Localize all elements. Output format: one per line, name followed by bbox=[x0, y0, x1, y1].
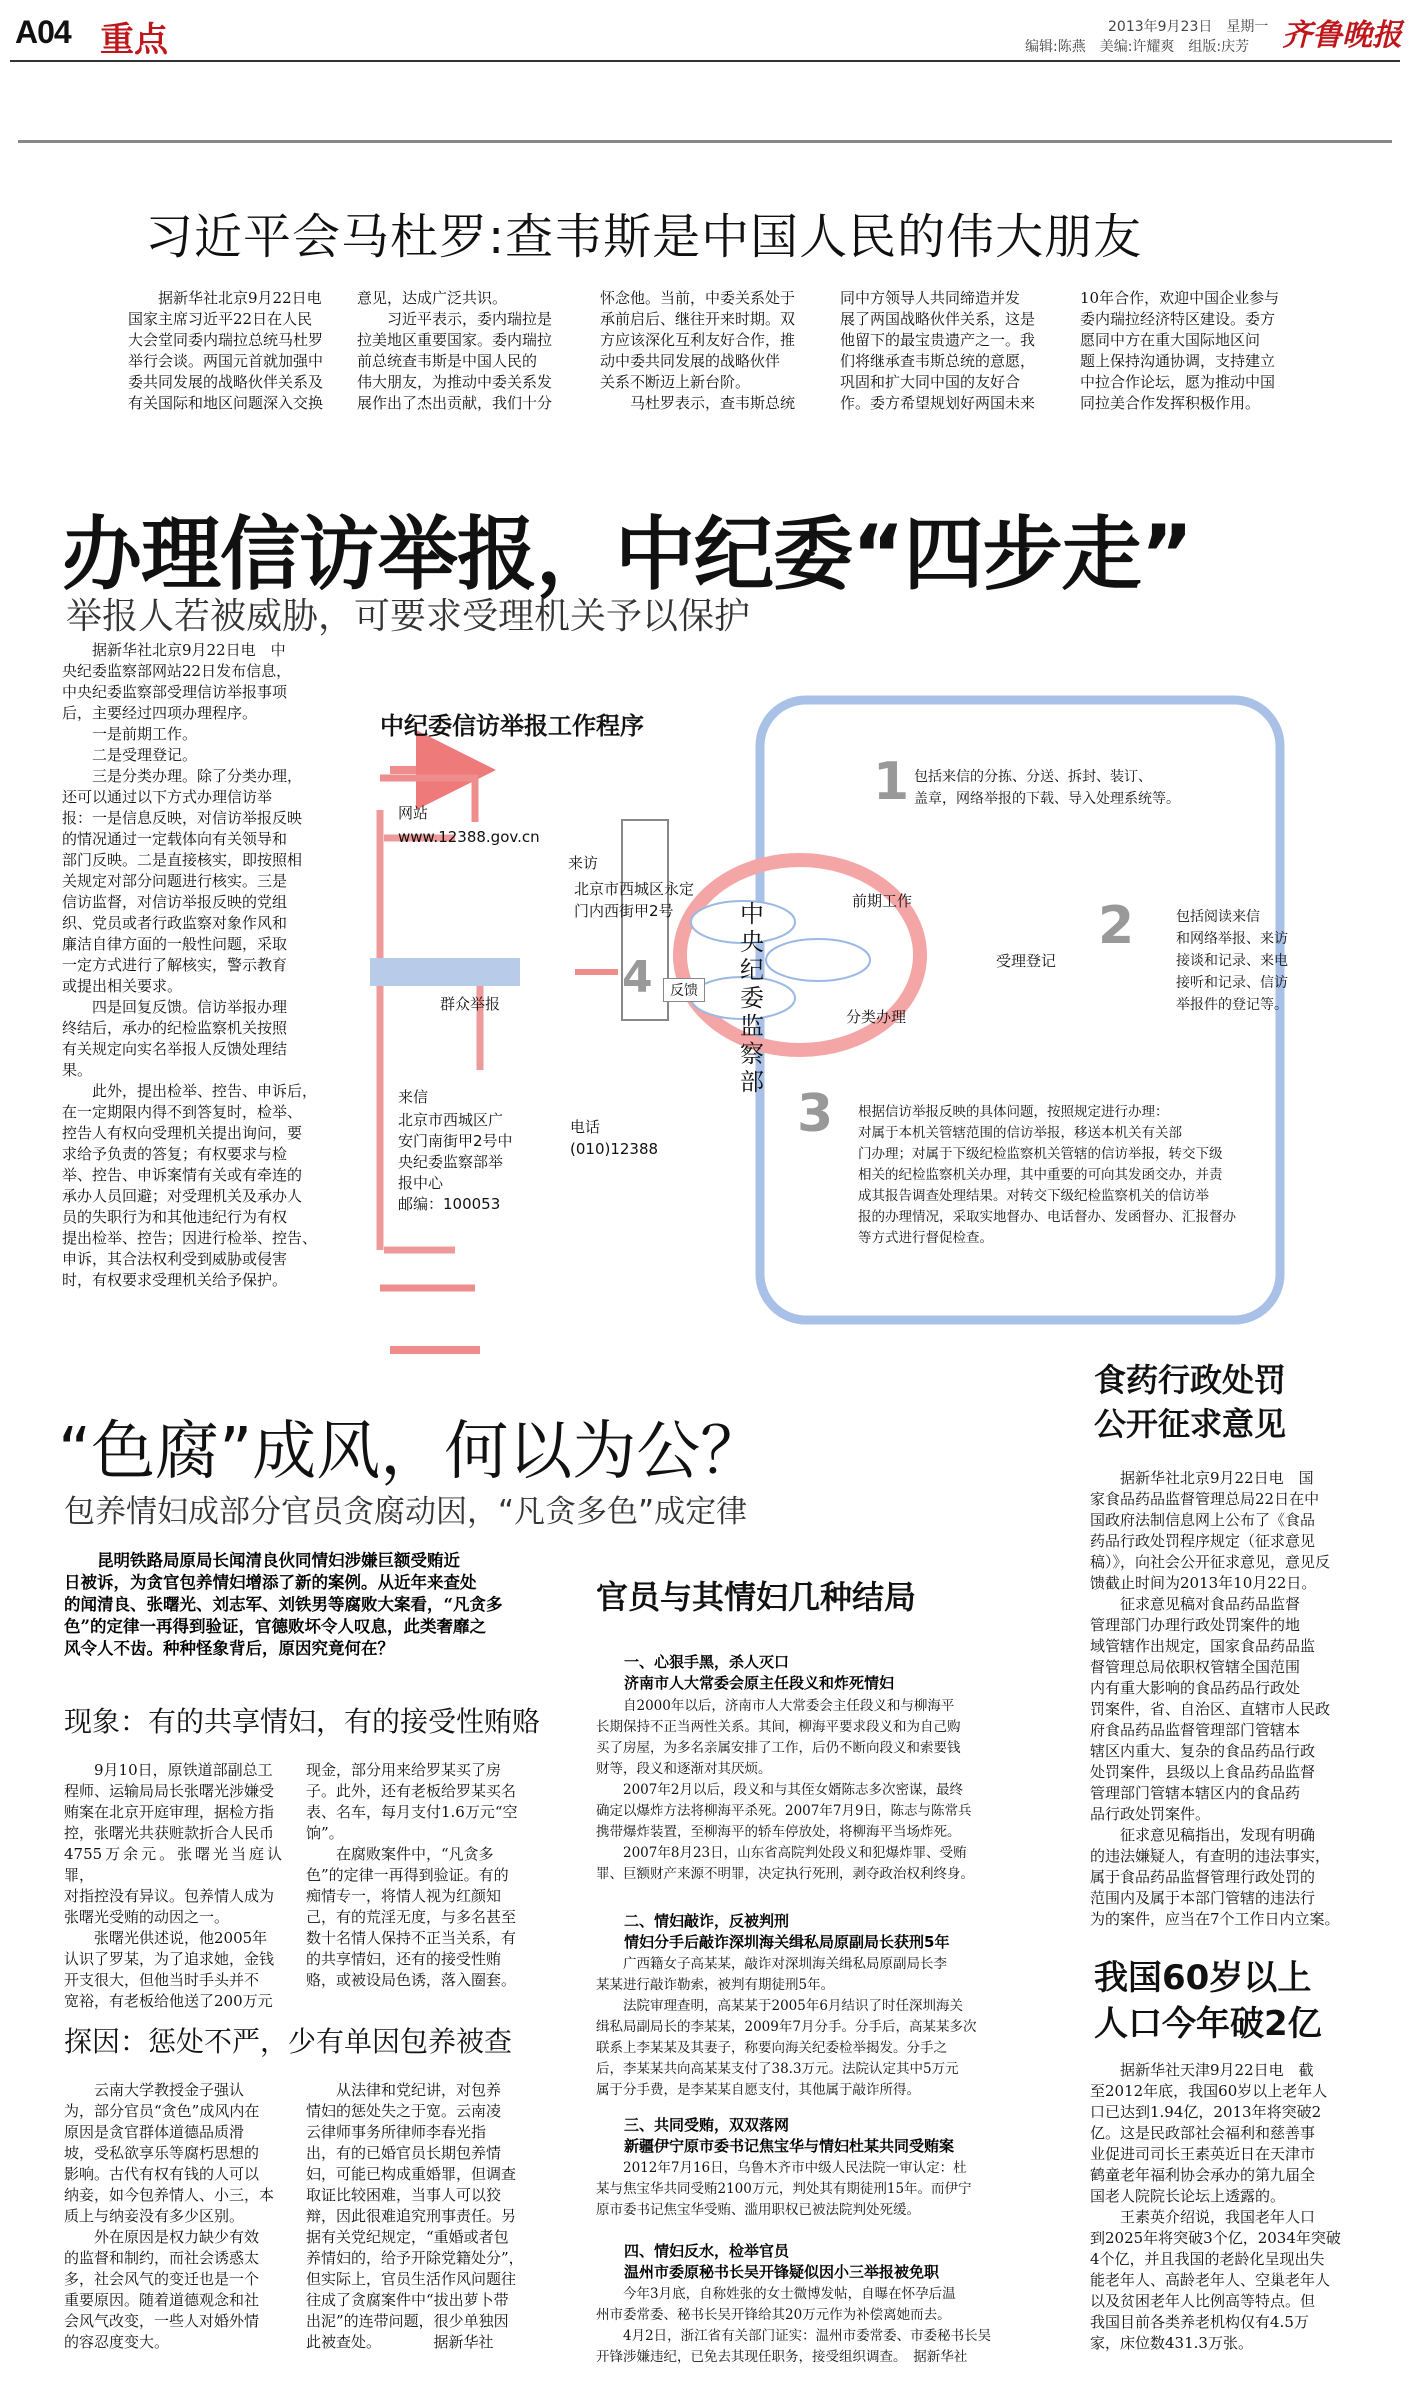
letter-label: 来信 bbox=[398, 1088, 429, 1106]
article3-subtitle: 包养情妇成部分官员贪腐动因，“凡贪多色”成定律 bbox=[64, 1494, 748, 1530]
visit-label: 来访 bbox=[568, 854, 599, 872]
article3-lead: 昆明铁路局原局长闻清良伙同情妇涉嫌巨额受贿近 日被诉，为贪官包养情妇增添了新的案例。从近年来查处 的闻清良、张曙光、刘志军、刘铁男等腐败大案看，“凡贪多 色”的定律一再得到验证，官德败坏令人叹息，此类奢靡之 风令人不齿。种种怪象背后，原因究竟何在？ bbox=[64, 1551, 503, 1658]
cycle-item-3: 分类办理 bbox=[846, 1008, 907, 1026]
article2-body: 据新华社北京9月22日电 中 央纪委监察部网站22日发布信息， 中央纪委监察部受理信访举报事项 后，主要经过四项办理程序。 一是前期工作。 二是受理登记。 三是分类办理。除了分类办理， 还可以通过以下方式办理信访举 报：一是信息反映，对信访举报反映 的情况通过一定载体向有关领导和 部门反映。二是直接核实，即按照相 关规定对部分问题进行核实。三是 信访监督，对信访举报反映的党组 织、党员或者行政监察对象作风和 廉洁自律方面的一般性问题，采取 一定方式进行了解核实，警示教育 或提出相关要求。 四是回复反馈。信访举报办理 终结后，承办的纪检监察机关按照 有关规定向实名举报人反馈处理结 果。 此外，提出检举、控告、申诉后， 在一定期限内得不到答复时，检举、 控告人有权向受理机关提出询问，要 求给予负责的答复；有权要求与检 举、控告、申诉案情有关或有牵连的 承办人员回避；对受理机关及承办人 员的失职行为和其他违纪行为有权 提出检举、控告；因进行检举、控告、 申诉，其合法权利受到威胁或侵害 时，有权要求受理机关给予保护。 bbox=[62, 641, 318, 1289]
section-label: 重点 bbox=[100, 20, 168, 60]
step3-text: 根据信访举报反映的具体问题，按照规定进行办理： 对属于本机关管辖范围的信访举报，移送本机关有关部 门办理；对属于下级纪检监察机关管辖的信访举报，转交下级 相关的纪检监察机关办理，其中重要的可向其发函交办，并责 成其报告调查处理结果。对转交下级纪检监察机关的信访举 报的办理情况，采取实地督办、电话督办、发函督办、汇报督办 等方式进行督促检查。 bbox=[858, 1104, 1236, 1246]
ending1-head: 一、心狠手黑，杀人灭口 bbox=[624, 1653, 790, 1671]
article1-col5: 10年合作，欢迎中国企业参与 委内瑞拉经济特区建设。委方 愿同中方在重大国际地区问 题上保持沟通协调，支持建立 中拉合作论坛，愿为推动中国 同拉美合作发挥积极作用。 bbox=[1080, 289, 1280, 412]
article1-col2: 意见，达成广泛共识。 习近平表示，委内瑞拉是 拉美地区重要国家。委内瑞拉 前总统查韦斯是中国人民的 伟大朋友，为推动中委关系发 展作出了杰出贡献，我们十分 bbox=[357, 289, 553, 412]
top-divider bbox=[18, 140, 1392, 143]
cycle-item-2: 受理登记 bbox=[996, 952, 1057, 970]
ending4-head: 四、情妇反水，检举官员 bbox=[624, 2242, 790, 2260]
center-label: 中央纪委监察部 bbox=[740, 900, 764, 1096]
header-rule bbox=[10, 60, 1400, 62]
ending4-sub: 温州市委原秘书长吴开锋疑似因小三举报被免职 bbox=[624, 2263, 940, 2281]
endings-title: 官员与其情妇几种结局 bbox=[596, 1578, 917, 1616]
article1-col1: 据新华社北京9月22日电 国家主席习近平22日在人民 大会堂同委内瑞拉总统马杜罗 举行会谈。两国元首就加强中 委共同发展的战略伙伴关系及 有关国际和地区问题深入交换 bbox=[128, 289, 324, 412]
step3-number: 3 bbox=[797, 1084, 834, 1144]
step2-text: 包括阅读来信 和网络举报、来访 接谈和记录、来电 接听和记录、信访 举报件的登记等。 bbox=[1176, 909, 1288, 1013]
article3-title: “色腐”成风，何以为公？ bbox=[58, 1415, 765, 1489]
section2-col2: 从法律和党纪讲，对包养 情妇的惩处失之于宽。云南凌 云律师事务所律师李春光指 出，有的已婚官员长期包养情 妇，可能已构成重婚罪，但调查 取证比较困难，当事人可以狡 辩，因此很难追究刑事责任。另 据有关党纪规定，“重婚或者包 养情妇的，给予开除党籍处分”， 但实际上，官员生活作风问题往 往成了贪腐案件中“拔出萝卜带 出泥”的连带问题，很少单独因 此被查处。 据新华社 bbox=[306, 2081, 524, 2351]
section1-col1: 9月10日，原铁道部副总工 程师、运输局局长张曙光涉嫌受 贿案在北京开庭审理，据检方指 控，张曙光共获赃款折合人民币 4755万余元。张曙光当庭认罪， 对指控没有异议。包养情人成为 张曙光受贿的动因之一。 张曙光供述说，他2005年 认识了罗某，为了追求她，金钱 开支很大，但他当时手头并不 宽裕，有老板给他送了200万元 bbox=[64, 1761, 282, 2010]
letter-address: 北京市西城区广 安门南街甲2号中 央纪委监察部举 报中心 邮编：100053 bbox=[398, 1111, 513, 1213]
step1-text: 包括来信的分拣、分送、拆封、装订、 盖章，网络举报的下载、导入处理系统等。 bbox=[914, 769, 1180, 807]
step4-number: 4 bbox=[622, 952, 653, 1003]
editors-line: 编辑:陈燕 美编:许耀爽 组版:庆芳 bbox=[1025, 39, 1250, 55]
article2-subtitle: 举报人若被威胁，可要求受理机关予以保护 bbox=[66, 596, 751, 637]
visit-address: 北京市西城区永定 门内西街甲2号 bbox=[574, 880, 695, 920]
feedback-label: 反馈 bbox=[663, 978, 705, 1002]
web-label: 网站 bbox=[398, 804, 429, 822]
article4-body: 据新华社北京9月22日电 国 家食品药品监督管理总局22日在中 国政府法制信息网上公布了《食品 药品行政处罚程序规定（征求意见 稿）》，向社会公开征求意见，意见反 馈截止时间为2013年10月22日。 征求意见稿对食品药品监督 管理部门办理行政处罚案件的地 域管辖作出规定，国家食品药品监 督管理总局依职权管辖全国范围 内有重大影响的食品药品行政处 罚案件，省、自治区、直辖市人民政 府食品药品监督管理部门管辖本 辖区内重大、复杂的食品药品行政 处罚案件，县级以上食品药品监督 管理部门管辖本辖区内的食品药 品行政处罚案件。 征求意见稿指出，发现有明确 的违法嫌疑人，有查明的违法事实， 属于食品药品监督管理行政处罚的 范围内及属于本部门管辖的违法行 为的案件，应当在7个工作日内立案。 bbox=[1090, 1469, 1340, 1928]
page-number: A04 bbox=[15, 14, 71, 50]
article5-title: 我国60岁以上 人口今年破2亿 bbox=[1094, 1958, 1322, 2044]
ending4-text: 今年3月底，自称姓张的女士微博发帖，自曝在怀孕后温 州市委常委、秘书长吴开锋给其20万元作为补偿离她而去。 4月2日，浙江省有关部门证实：温州市委常委、市委秘书长吴 开锋涉嫌违纪，已免去其现任职务，接受组织调查。 据新华社 bbox=[596, 2286, 992, 2365]
cycle-node-2 bbox=[766, 939, 870, 981]
article1-title: 习近平会马杜罗:查韦斯是中国人民的伟大朋友 bbox=[145, 209, 1143, 265]
date-line: 2013年9月23日 星期一 bbox=[1108, 19, 1269, 35]
masses-bar bbox=[370, 958, 520, 986]
masses-label: 群众举报 bbox=[440, 995, 501, 1013]
article4-title: 食药行政处罚 公开征求意见 bbox=[1094, 1361, 1287, 1443]
ending1-text: 自2000年以后，济南市人大常委会主任段义和与柳海平 长期保持不正当两性关系。其间，柳海平要求段义和为自己购 买了房屋，为多名亲属安排了工作，后仍不断向段义和索要钱 财等，段义和逐渐对其厌烦。 2007年2月以后，段义和与其侄女婿陈志多次密谋，最终 确定以爆炸方法将柳海平杀死。2007年7月9日，陈志与陈常兵 携带爆炸装置，至柳海平的轿车停放处，将柳海平当场炸死。 2007年8月23日，山东省高院判处段义和犯爆炸罪、受贿 罪、巨额财产来源不明罪，决定执行死刑，剥夺政治权利终身。 bbox=[596, 1698, 974, 1882]
phone-label: 电话 bbox=[570, 1118, 601, 1136]
section2-col1: 云南大学教授金子强认 为，部分官员“贪色”成风内在 原因是贪官群体道德品质滑 坡，受私欲享乐等腐朽思想的 影响。古代有权有钱的人可以 纳妾，如今包养情人、小三，本 质上与纳妾没有多少区别。 外在原因是权力缺少有效 的监督和制约，而社会诱惑太 多，社会风气的变迁也是一个 重要原因。随着道德观念和社 会风气改变，一些人对婚外情 的容忍度变大。 bbox=[64, 2081, 275, 2351]
section2-heading: 探因：惩处不严，少有单因包养被查 bbox=[64, 2025, 513, 2058]
ending3-sub: 新疆伊宁原市委书记焦宝华与情妇杜某共同受贿案 bbox=[624, 2137, 955, 2155]
step2-number: 2 bbox=[1098, 896, 1135, 956]
ending1-sub: 济南市人大常委会原主任段义和炸死情妇 bbox=[624, 1674, 895, 1692]
ending2-sub: 情妇分手后敲诈深圳海关缉私局原副局长获刑5年 bbox=[624, 1933, 950, 1951]
section1-heading: 现象：有的共享情妇，有的接受性贿赂 bbox=[64, 1705, 541, 1738]
web-url: www.12388.gov.cn bbox=[398, 828, 540, 846]
diagram-title: 中纪委信访举报工作程序 bbox=[380, 712, 644, 740]
ending3-head: 三、共同受贿，双双落网 bbox=[624, 2116, 790, 2134]
article2-title: 办理信访举报，中纪委“四步走” bbox=[62, 508, 1193, 601]
paper-logo: 齐鲁晚报 bbox=[1282, 18, 1402, 53]
section1-col2: 现金，部分用来给罗某买了房 子。此外，还有老板给罗某买名 表、名车，每月支付1.6万元“空 饷”。 在腐败案件中，“凡贪多 色”的定律一再得到验证。有的 痴情专一，将情人视为红颜知 己，有的荒淫无度，与多名甚至 数十名情人保持不正当关系，有 的共享情妇，还有的接受性贿 赂，或被设局色诱，落入圈套。 bbox=[306, 1761, 518, 1989]
article5-body: 据新华社天津9月22日电 截 至2012年底，我国60岁以上老年人 口已达到1.94亿，2013年将突破2 亿。这是民政部社会福利和慈善事 业促进司司长王素英近日在天津市 鹤童老年福利协会承办的第九届全 国老人院院长论坛上透露的。 王素英介绍说，我国老年人口 到2025年将突破3个亿，2034年突破 4个亿，并且我国的老龄化呈现出失 能老年人、高龄老年人、空巢老年人 以及贫困老年人比例高等特点。但 我国目前各类养老机构仅有4.5万 家，床位数431.3万张。 bbox=[1090, 2061, 1341, 2352]
article1-col3: 怀念他。当前，中委关系处于 承前启后、继往开来时期。双 方应该深化互利友好合作，推 动中委共同发展的战略伙伴 关系不断迈上新台阶。 马杜罗表示，查韦斯总统 bbox=[600, 289, 796, 412]
step1-number: 1 bbox=[873, 752, 910, 812]
ending3-text: 2012年7月16日，乌鲁木齐市中级人民法院一审认定：杜 某与焦宝华共同受贿2100万元，判处其有期徒刑15年。而伊宁 原市委书记焦宝华受贿、滥用职权已被法院判处死缓。 bbox=[596, 2160, 972, 2218]
cycle-item-1: 前期工作 bbox=[852, 892, 913, 910]
ending2-text: 广西籍女子高某某，敲诈对深圳海关缉私局原副局长李 某某进行敲诈勒索，被判有期徒刑5年。 法院审理查明，高某某于2005年6月结识了时任深圳海关 缉私局副局长的李某某，2009年7月分手。分手后，高某某多次 联系上李某某及其妻子，称要向海关纪委检举揭发。分手之 后，李某某共向高某某支付了38.3万元。法院认定其中5万元 属于分手费，是李某某自愿支付，其他属于敲诈所得。 bbox=[596, 1956, 977, 2098]
article1-col4: 同中方领导人共同缔造并发 展了两国战略伙伴关系，这是 他留下的最宝贵遗产之一。我 们将继承查韦斯总统的意愿， 巩固和扩大同中国的友好合 作。委方希望规划好两国未来 bbox=[840, 289, 1036, 412]
ending2-head: 二、情妇敲诈，反被判刑 bbox=[624, 1912, 790, 1930]
phone-number: (010)12388 bbox=[570, 1140, 659, 1158]
